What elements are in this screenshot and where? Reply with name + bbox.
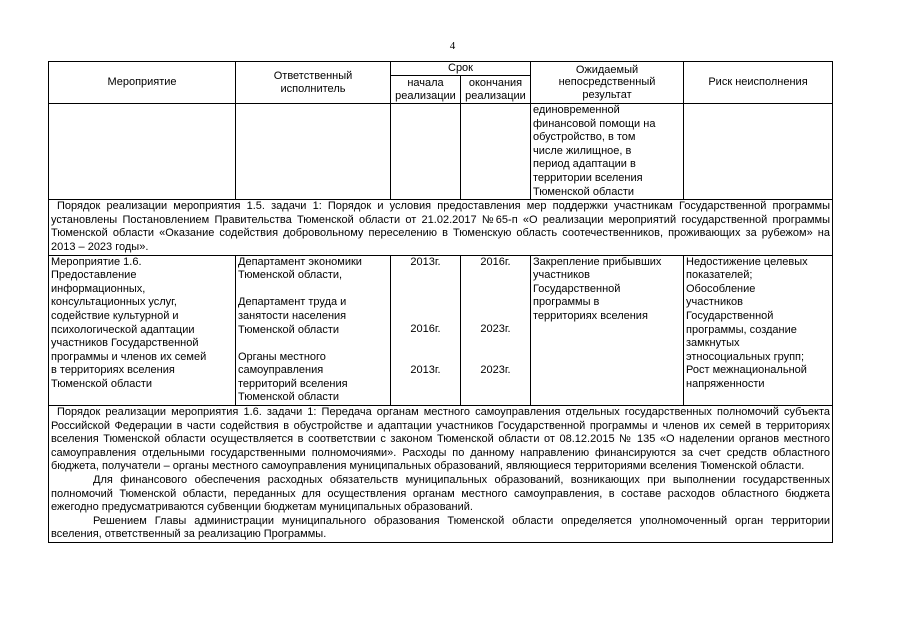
- header-risk: Риск неисполнения: [684, 62, 833, 104]
- cell-risk-empty: [684, 104, 833, 200]
- header-responsible: Ответственный исполнитель: [236, 62, 391, 104]
- cell-risk-1-6: Недостижение целевых показателей; Обособление участников Государственной программы, создание замкнутых этносоциальных групп; Рост межнациональной напряженности: [684, 255, 833, 406]
- activities-table: [48, 61, 833, 543]
- table-row-note-1-6: [49, 406, 833, 543]
- note-1-6: [49, 406, 833, 543]
- cell-responsible-1-6: Департамент экономики Тюменской области, Департамент труда и занятости населения Тюменской области Органы местного самоуправления территорий вселения Тюменской области: [236, 255, 391, 406]
- cell-end-1-6: 2016г. 2023г. 2023г.: [461, 255, 531, 406]
- header-term: Срок: [391, 62, 531, 76]
- note-1-6-paragraph-3: Решением Главы администрации муниципального образования Тюменской области определяется уполномоченный орган территории вселения, ответственный за реализацию Программы.: [51, 514, 830, 541]
- note-1-5: Порядок реализации мероприятия 1.5. задачи 1: Порядок и условия предоставления мер поддержки участникам Государственной программы установлены Постановлением Правительства Тюменской области от 21.02.2017 №65-п «О реализации мероприятий государственной программы Тюменской области «Оказание содействия добровольному переселению в Тюменскую область соотечественников, проживающих за рубежом» на 2013 – 2023 годы».: [49, 200, 833, 255]
- table-row-activity-1-6: [49, 255, 833, 406]
- cell-activity-1-6: Мероприятие 1.6. Предоставление информационных, консультационных услуг, содействие культурной и психологической адаптации участников Государственной программы и членов их семей в территориях вселения Тюменской области: [49, 255, 236, 406]
- header-activity: Мероприятие: [49, 62, 236, 104]
- cell-expected-1-6: Закрепление прибывших участников Государственной программы в территориях вселения: [531, 255, 684, 406]
- header-start: начала реализации: [391, 76, 461, 104]
- table-row-continuation: [49, 104, 833, 200]
- cell-end-empty: [461, 104, 531, 200]
- page-number: 4: [449, 40, 456, 52]
- cell-responsible-empty: [236, 104, 391, 200]
- note-1-6-paragraph-1: Порядок реализации мероприятия 1.6. задачи 1: Передача органам местного самоуправления отдельных государственных полномочий субъекта Российской Федерации в части содействия в обустройстве и адаптации участников Государственной программы и членов их семей в территориях вселения Тюменской области осуществляется в соответствии с законом Тюменской области от 08.12.2015 № 135 «О наделении органов местного самоуправления отдельными государственными полномочиями». Расходы по данному направлению финансируются за счет средств областного бюджета, получатели – органы местного самоуправления муниципальных образований, являющиеся территориями вселения Тюменской области.: [51, 406, 830, 473]
- cell-start-1-6: 2013г. 2016г. 2013г.: [391, 255, 461, 406]
- cell-activity-empty: [49, 104, 236, 200]
- table-header-row: [49, 62, 833, 76]
- cell-expected-continuation: единовременной финансовой помощи на обустройство, в том числе жилищное, в период адаптации в территории вселения Тюменской области: [531, 104, 684, 200]
- table-row-note-1-5: [49, 200, 833, 255]
- header-expected: Ожидаемый непосредственный результат: [531, 62, 684, 104]
- header-end: окончания реализации: [461, 76, 531, 104]
- note-1-6-paragraph-2: Для финансового обеспечения расходных обязательств муниципальных образований, возникающих при выполнении государственных полномочий Тюменской области, переданных для осуществления органам местного самоуправления, в составе расходов областного бюджета ежегодно предусматриваются субвенции бюджетам муниципальных образований.: [51, 474, 830, 514]
- cell-start-empty: [391, 104, 461, 200]
